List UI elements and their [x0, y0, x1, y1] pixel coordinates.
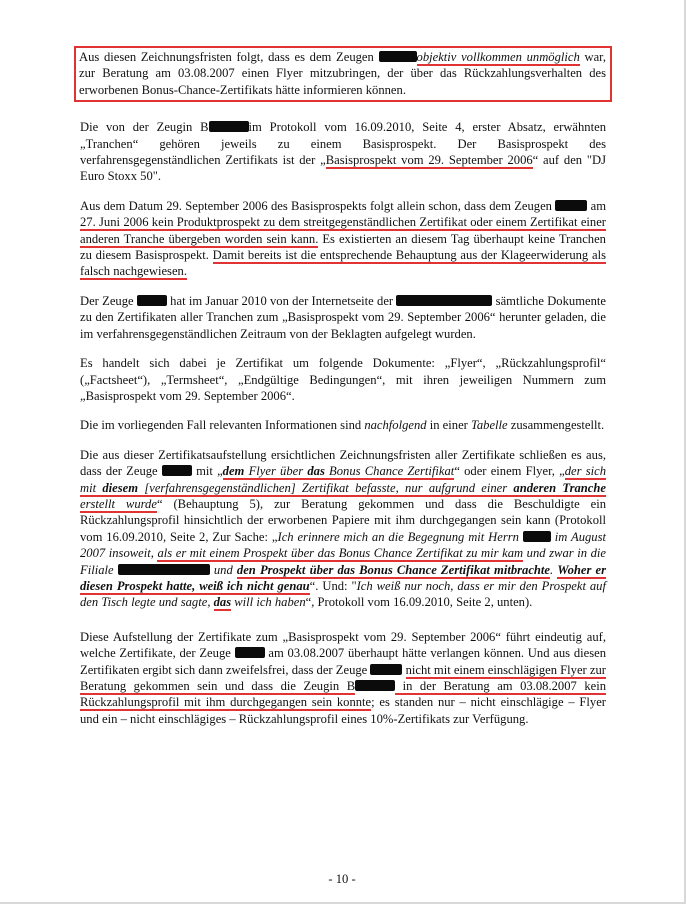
quote-tranche: der sich mit diesem [verfahrensgegenständlichen] Zertifikat befasste, nur aufgrund einer anderen Tranche erstellt wurde	[80, 464, 606, 511]
redaction-block	[555, 200, 587, 211]
document-body	[80, 46, 606, 740]
paragraph-aufstellung: Diese Aufstellung der Zertifikate zum „Basisprospekt vom 29. September 2006“ führt eindeutig auf, welche Zertifikate, der Zeuge am 03.08.2007 überhaupt hätte verlangen können. Und aus diesen Zertifikaten ergibt sich dann zweifelsfrei, dass der Zeuge nicht mit einem einschlägigen Flyer zur Beratung gekommen sein und dass die Zeugin B in der Beratung am 03.08.2007 kein Rückzahlungsprofil mit ihm durchgegangen sein konnte; es standen nur – nicht einschlägige – Flyer und ein – nicht einschlägiges – Rückzahlungsprofil eines 10%-Zertifikats zur Verfügung.	[80, 629, 607, 726]
redaction-block	[355, 680, 395, 691]
redaction-block	[162, 465, 192, 476]
redaction-block	[379, 51, 417, 62]
paragraph-dokumente: Es handelt sich dabei je Zertifikat um folgende Dokumente: „Flyer“, „Rückzahlungsprofil“ („Factsheet“), „Termsheet“, „Endgültige Bedingungen“, mit ihren jeweiligen Nummern zum „Basisprospekt vom 29. September 2006“.	[80, 356, 606, 403]
paragraph-tabelle: Die im vorliegenden Fall relevanten Informationen sind nachfolgend in einer Tabelle zusammengestellt.	[80, 418, 605, 433]
paragraph-internetseite: Der Zeuge hat im Januar 2010 von der Internetseite der sämtliche Dokumente zu den Zertifikaten aller Tranchen zum „Basisprospekt vom 29. September 2006“ herunter geladen, die im verfahrensgegenständlichen Zeitraum von der Beklagten aufgelegt wurden.	[80, 293, 606, 341]
quote-protokoll: Ich erinnere mich an die Begegnung mit Herrn im August 2007 insoweit, als er mit einem Prospekt über das Bonus Chance Zertifikat zu mir kam und zwar in die Filiale und den Prospekt über das Bonus Chance Zertifikat mitbrachte. Woher er diesen Prospekt hatte, weiß ich nicht genau	[80, 529, 607, 593]
paragraph-boxed-conclusion: Aus diesen Zeichnungsfristen folgt, dass es dem Zeugen objektiv vollkommen unmöglich war, zur Beratung am 03.08.2007 einen Flyer mitzubringen, der über das Rückzahlungsverhalten des erworbenen Bonus-Chance-Zertifikats hätte informieren können.	[74, 46, 612, 102]
redaction-block	[370, 664, 402, 675]
redaction-block	[118, 564, 210, 575]
redaction-block	[137, 295, 167, 306]
quote-flyer: dem Flyer über das Bonus Chance Zertifikat	[222, 464, 455, 479]
paragraph-tranchen: Die von der Zeugin B im Protokoll vom 16.09.2010, Seite 4, erster Absatz, erwähnten „Tranchen“ gehören jeweils zu einem Basisprospekt. Der Basisprospekt des verfahrensgegenständlichen Zertifikats ist der „Basisprospekt vom 29. September 2006“ auf den "DJ Euro Stoxx 50".	[80, 120, 606, 184]
redaction-block	[235, 647, 265, 658]
quote-haben: Ich weiß nur noch, dass er mir den Prospekt auf den Tisch legte und sagte, das will ich haben	[80, 578, 606, 610]
redaction-block	[209, 121, 249, 132]
redaction-block	[396, 295, 492, 306]
paragraph-datum: Aus dem Datum 29. September 2006 des Basisprospekts folgt allein schon, dass dem Zeugen am 27. Juni 2006 kein Produktprospekt zu dem streitgegenständlichen Zertifikat oder einem Zertifikat einer anderen Tranche übergeben worden sein kann. Es existierten an diesem Tag überhaupt keine Tranchen zu diesem Basisprospekt. Damit bereits ist die entsprechende Behauptung aus der Klageerwiderung als falsch nachgewiesen.	[80, 198, 606, 279]
paragraph-zeichnungsfristen: Die aus dieser Zertifikatsaufstellung ersichtlichen Zeichnungsfristen aller Zertifikate schließen es aus, dass der Zeuge mit „dem Flyer über das Bonus Chance Zertifikat“ oder einem Flyer, „der sich mit diesem [verfahrensgegenständlichen] Zertifikat befasste, nur aufgrund einer anderen Tranche erstellt wurde“ (Behauptung 5), zur Beratung gekommen und dass die Beschuldigte ein Rückzahlungsprofil hinsichtlich der erworbenen Papiere mit ihm durchgegangen sein kann (Protokoll vom 16.09.2010, Seite 2, Zur Sache: „Ich erinnere mich an die Begegnung mit Herrn im August 2007 insoweit, als er mit einem Prospekt über das Bonus Chance Zertifikat zu mir kam und zwar in die Filiale und den Prospekt über das Bonus Chance Zertifikat mitbrachte. Woher er diesen Prospekt hatte, weiß ich nicht genau“. Und: "Ich weiß nur noch, dass er mir den Prospekt auf den Tisch legte und sagte, das will ich haben“, Protokoll vom 16.09.2010, Seite 2, unten).	[80, 447, 607, 610]
redaction-block	[523, 531, 551, 542]
page-number: - 10 -	[328, 872, 356, 886]
